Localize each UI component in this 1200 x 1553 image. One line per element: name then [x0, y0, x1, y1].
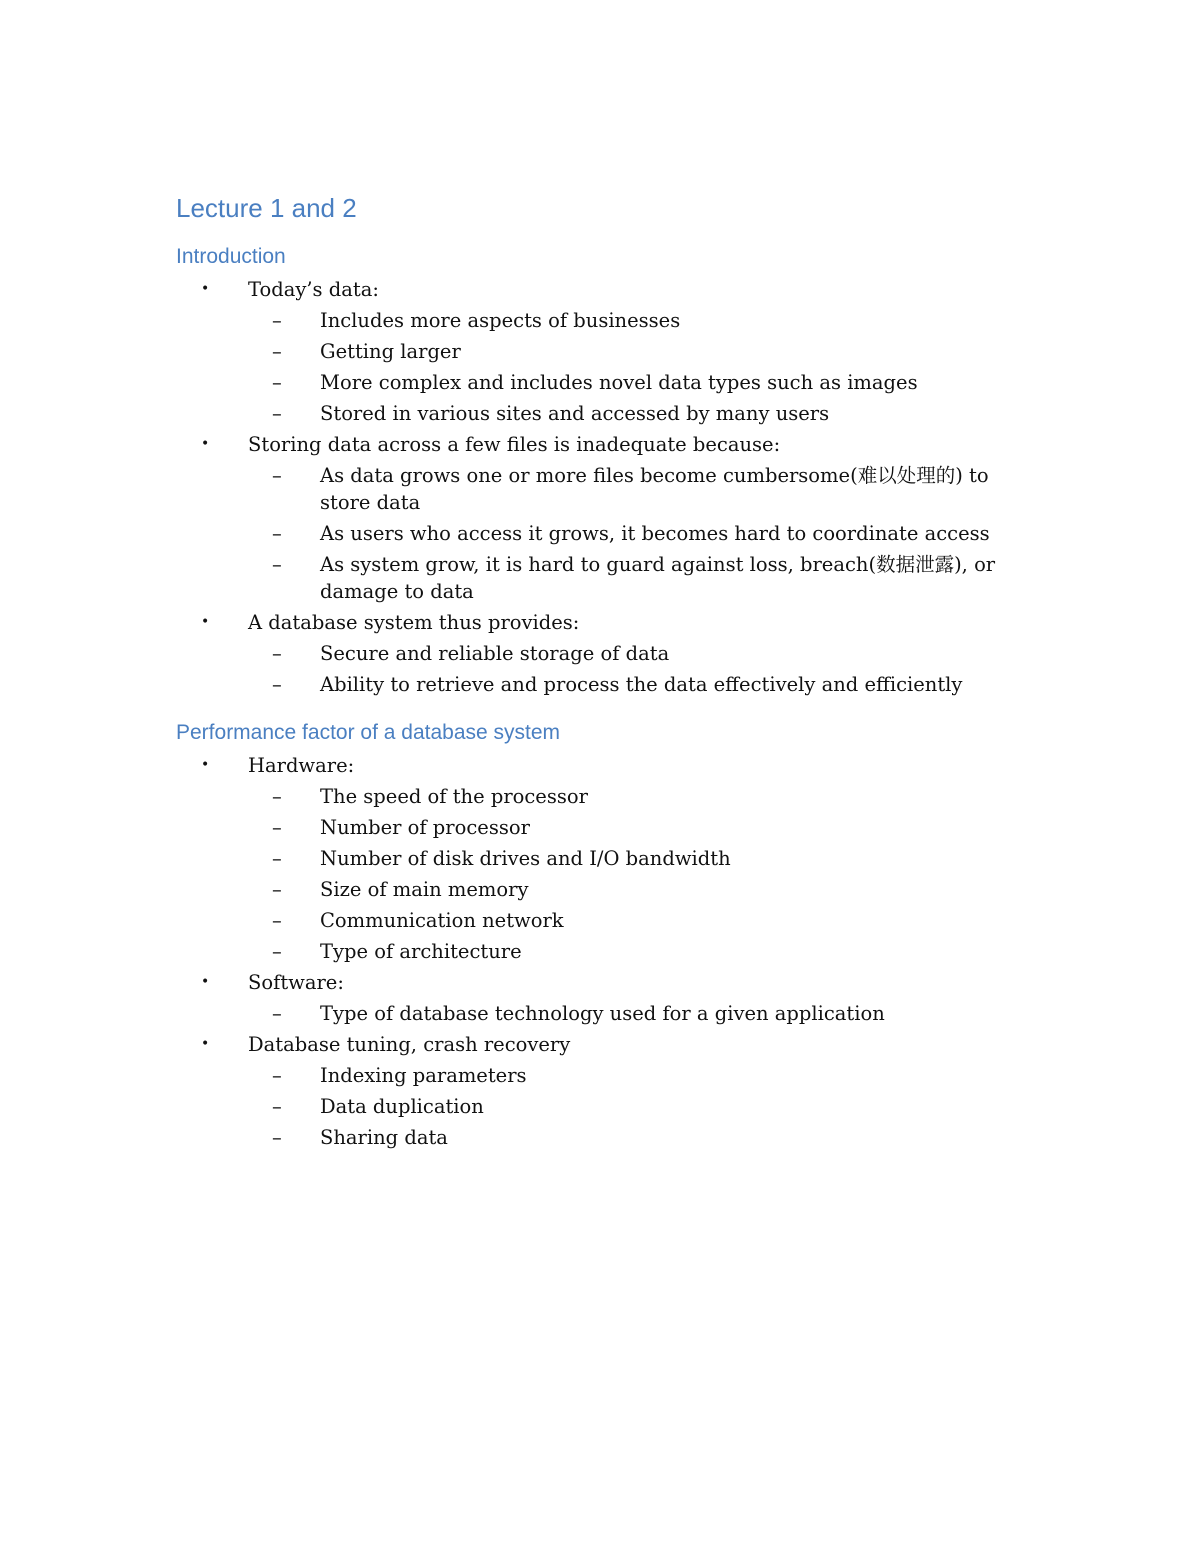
- dash-icon: –: [272, 402, 282, 425]
- dash-icon: –: [272, 371, 282, 394]
- sub-item-text: Data duplication: [320, 1095, 484, 1118]
- dash-icon: –: [272, 1095, 282, 1118]
- dash-icon: –: [272, 309, 282, 332]
- sub-item: [178, 460, 1036, 518]
- sub-item: [178, 518, 1036, 549]
- sub-list: [248, 460, 1036, 607]
- document-title: Lecture 1 and 2: [176, 193, 357, 223]
- section-heading-introduction: Introduction: [176, 245, 286, 268]
- sub-item-text: More complex and includes novel data types such as images: [320, 371, 918, 394]
- sub-item: [178, 812, 1036, 843]
- dash-icon: –: [272, 642, 282, 665]
- sub-list: [248, 998, 1036, 1029]
- dash-icon: –: [272, 1126, 282, 1149]
- dash-icon: –: [272, 847, 282, 870]
- sub-item: [178, 367, 1036, 398]
- dash-icon: –: [272, 1002, 282, 1025]
- bullet-item: [176, 967, 1036, 1029]
- dash-icon: –: [272, 816, 282, 839]
- dash-icon: –: [272, 940, 282, 963]
- sub-list: [248, 781, 1036, 967]
- dash-icon: –: [272, 553, 282, 576]
- dash-icon: –: [272, 878, 282, 901]
- sub-item-text: As users who access it grows, it becomes hard to coordinate access: [320, 522, 990, 545]
- section-heading-performance-factor: Performance factor of a database system: [176, 721, 561, 744]
- sub-item-text: Indexing parameters: [320, 1064, 527, 1087]
- sub-item-text: Type of architecture: [320, 940, 522, 963]
- document-body: [176, 188, 1036, 1153]
- bullet-item: [176, 1029, 1036, 1153]
- bullet-text: Today’s data:: [248, 278, 379, 301]
- bullet-text: Software:: [248, 971, 344, 994]
- bullet-item: [176, 429, 1036, 607]
- bullet-icon: •: [201, 757, 210, 773]
- sub-item-text: As system grow, it is hard to guard against loss, breach(数据泄露), or damage to data: [320, 553, 996, 603]
- sub-item: [178, 998, 1036, 1029]
- sub-item-text: Number of processor: [320, 816, 530, 839]
- sub-list: [248, 1060, 1036, 1153]
- bullet-text: Storing data across a few files is inadequate because:: [248, 433, 781, 456]
- introduction-bullet-list: [176, 274, 1036, 700]
- bullet-text: Database tuning, crash recovery: [248, 1033, 571, 1056]
- bullet-icon: •: [201, 974, 210, 990]
- bullet-item: [176, 607, 1036, 700]
- sub-item: [178, 905, 1036, 936]
- sub-item-text: Number of disk drives and I/O bandwidth: [320, 847, 731, 870]
- sub-item-text: Type of database technology used for a given application: [320, 1002, 885, 1025]
- sub-item: [178, 305, 1036, 336]
- sub-item: [178, 781, 1036, 812]
- sub-item-text: Includes more aspects of businesses: [320, 309, 681, 332]
- sub-item: [178, 843, 1036, 874]
- dash-icon: –: [272, 673, 282, 696]
- sub-item: [178, 669, 1036, 700]
- sub-item-text: Getting larger: [320, 340, 461, 363]
- sub-item-text: Communication network: [320, 909, 564, 932]
- dash-icon: –: [272, 785, 282, 808]
- sub-item: [178, 638, 1036, 669]
- sub-item: [178, 1060, 1036, 1091]
- dash-icon: –: [272, 340, 282, 363]
- dash-icon: –: [272, 1064, 282, 1087]
- sub-item-text: Sharing data: [320, 1126, 448, 1149]
- dash-icon: –: [272, 909, 282, 932]
- sub-list: [248, 305, 1036, 429]
- sub-item: [178, 549, 1036, 607]
- bullet-text: A database system thus provides:: [248, 611, 580, 634]
- sub-item: [178, 874, 1036, 905]
- performance-bullet-list: [176, 750, 1036, 1153]
- sub-item: [178, 1122, 1036, 1153]
- bullet-icon: •: [201, 614, 210, 630]
- sub-item-text: Size of main memory: [320, 878, 529, 901]
- sub-item-text: Stored in various sites and accessed by many users: [320, 402, 830, 425]
- sub-item-text: Secure and reliable storage of data: [320, 642, 670, 665]
- bullet-item: [176, 750, 1036, 967]
- sub-item-text: Ability to retrieve and process the data effectively and efficiently: [320, 673, 963, 696]
- sub-item: [178, 1091, 1036, 1122]
- bullet-text: Hardware:: [248, 754, 355, 777]
- sub-item: [178, 398, 1036, 429]
- dash-icon: –: [272, 464, 282, 487]
- dash-icon: –: [272, 522, 282, 545]
- sub-item: [178, 336, 1036, 367]
- sub-item-text: As data grows one or more files become cumbersome(难以处理的) to store data: [320, 464, 989, 514]
- bullet-icon: •: [201, 281, 210, 297]
- bullet-icon: •: [201, 1036, 210, 1052]
- bullet-item: [176, 274, 1036, 429]
- sub-item-text: The speed of the processor: [320, 785, 588, 808]
- sub-item: [178, 936, 1036, 967]
- sub-list: [248, 638, 1036, 700]
- bullet-icon: •: [201, 436, 210, 452]
